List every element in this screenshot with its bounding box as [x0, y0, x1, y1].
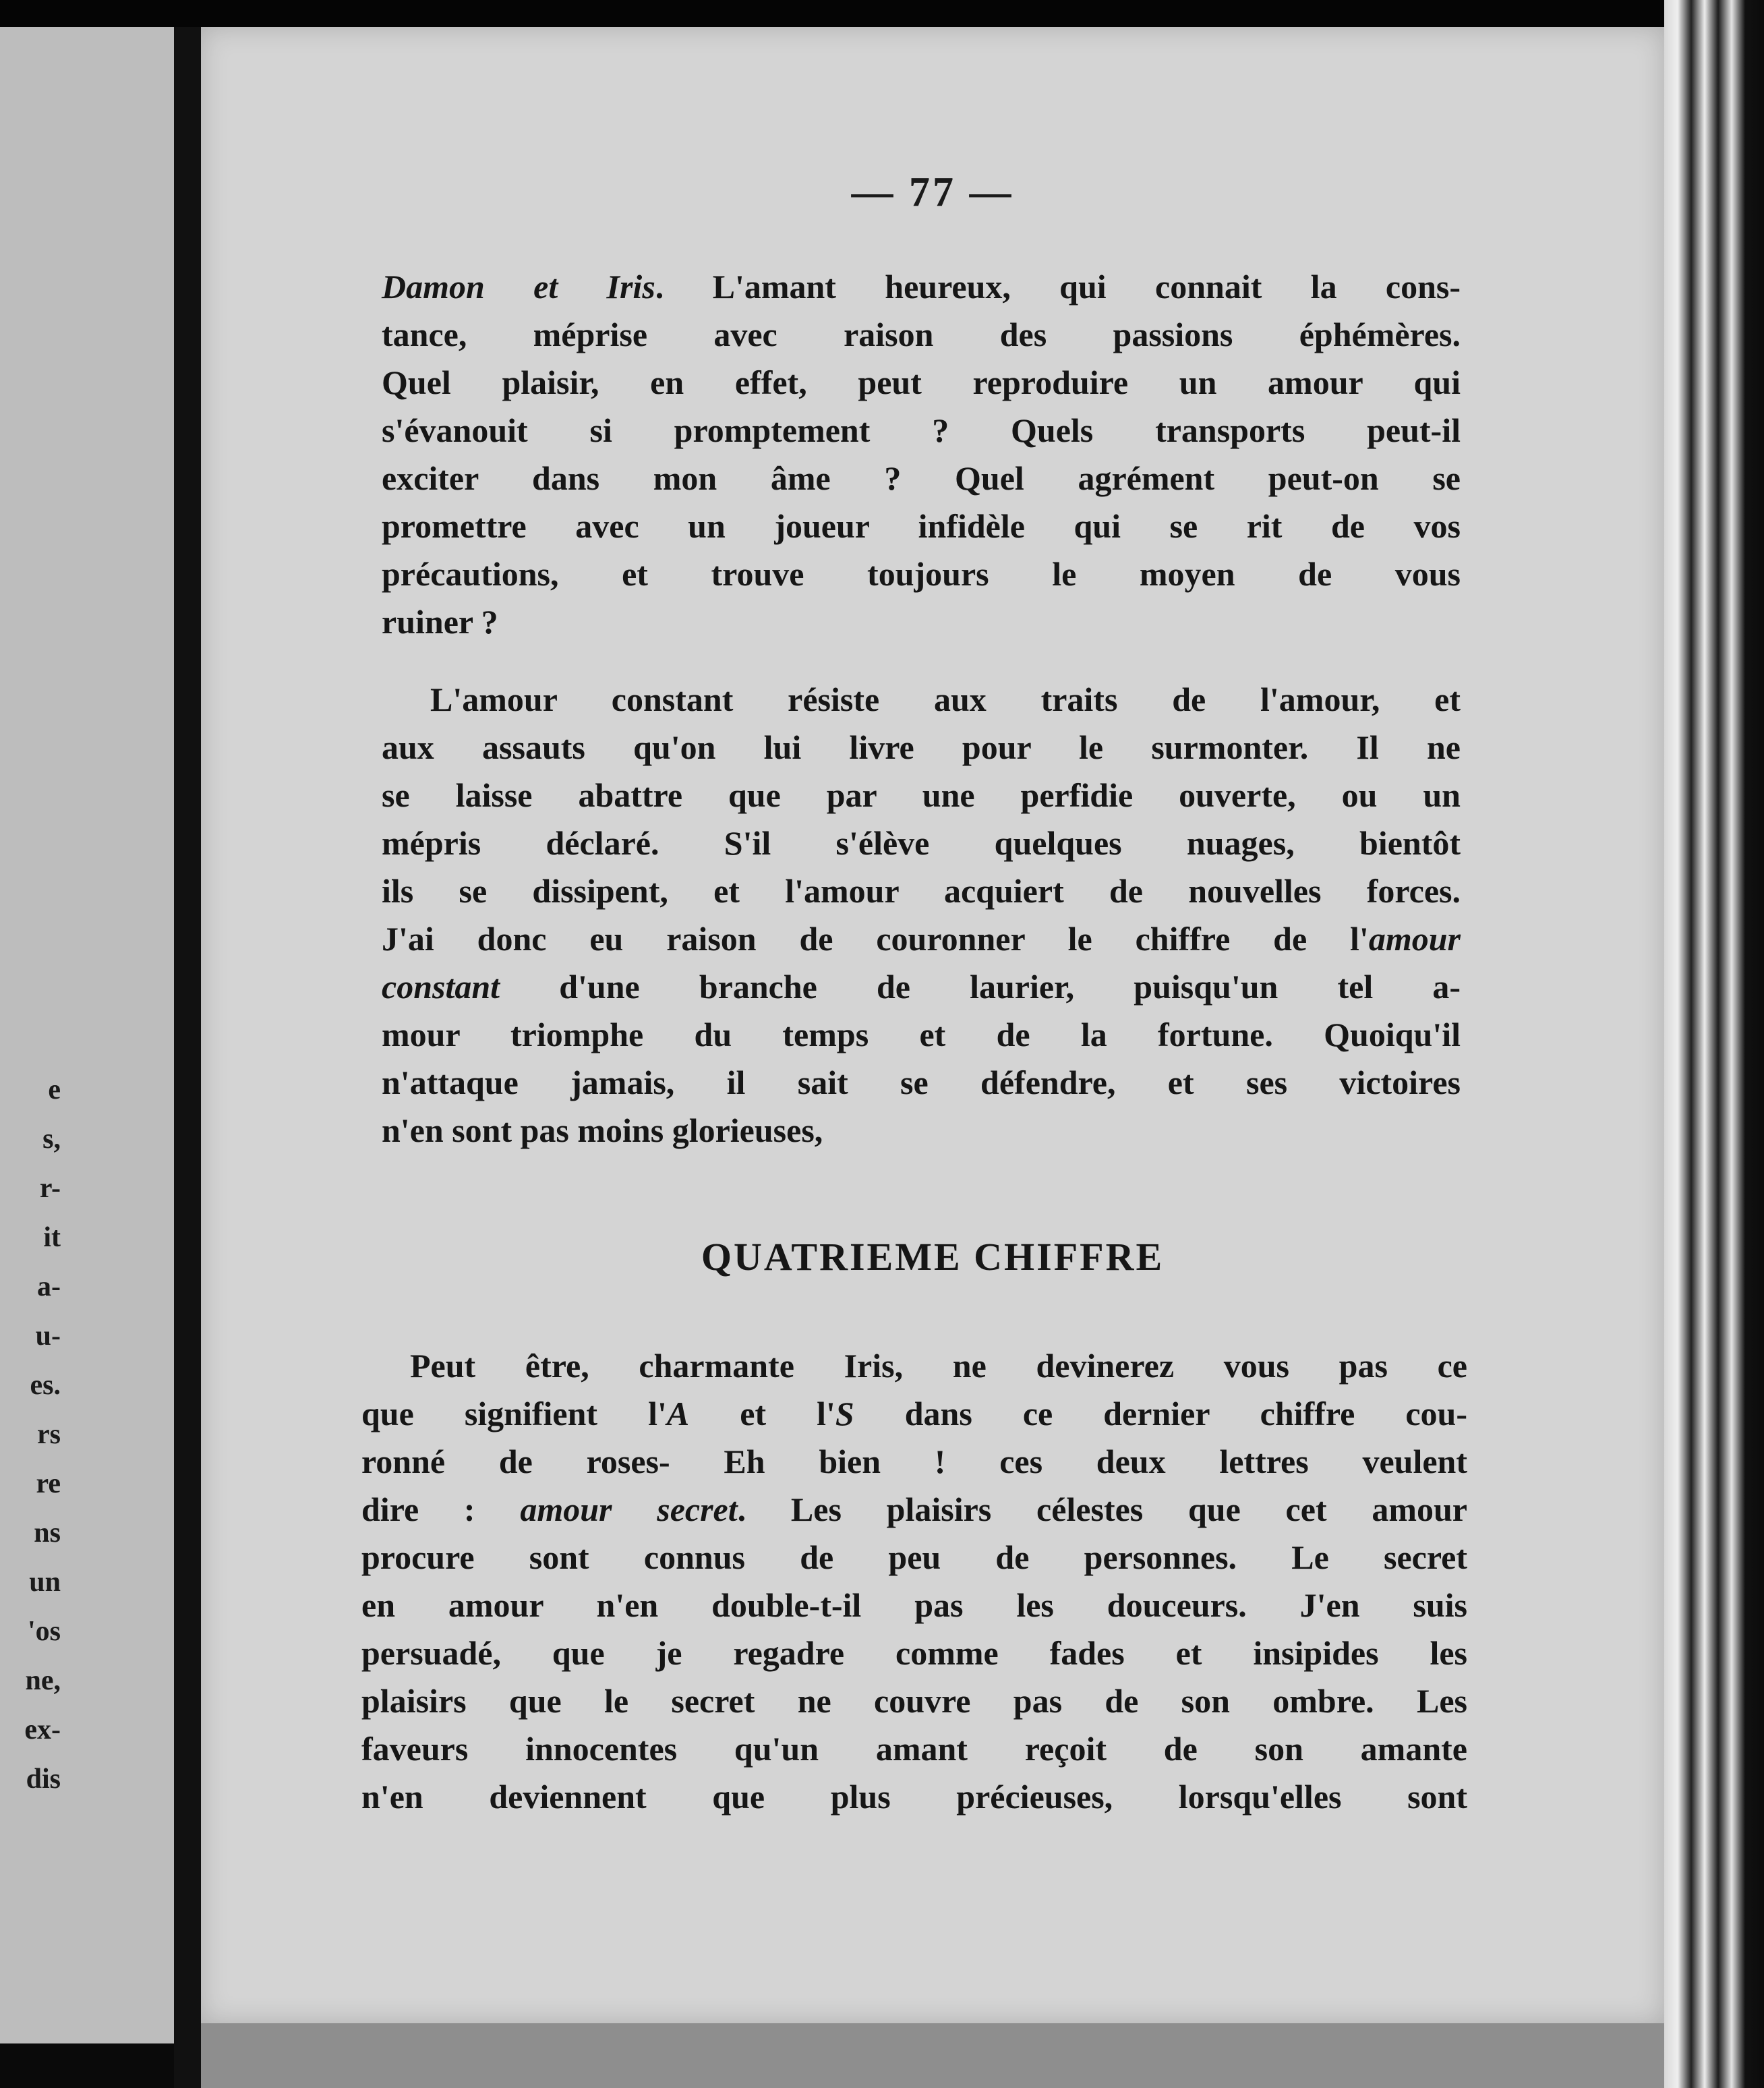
- text-line: [382, 263, 1461, 311]
- paragraph-quatrieme-chiffre: [361, 1342, 1467, 1821]
- previous-page-edge: [0, 27, 174, 2043]
- text-run: n'en deviennent que plus précieuses, lorsqu'elles sont: [361, 1778, 1467, 1816]
- text-run: mour triomphe du temps et de la fortune. Quoiqu'il: [382, 1016, 1461, 1053]
- text-line: [382, 550, 1461, 598]
- paragraph-amour-constant: [382, 676, 1461, 1155]
- text-line: [361, 1582, 1467, 1629]
- italic-text: Damon et Iris: [382, 268, 655, 306]
- text-run: . Les plaisirs célestes que cet amour: [737, 1490, 1467, 1528]
- text-line: [361, 1534, 1467, 1582]
- text-line: [382, 598, 1461, 646]
- text-run: et l': [689, 1395, 835, 1432]
- text-run: dire :: [361, 1490, 521, 1528]
- text-run: procure sont connus de peu de personnes. Le secret: [361, 1538, 1467, 1576]
- previous-page-fragment: s,: [42, 1124, 61, 1155]
- text-run: précautions, et trouve toujours le moyen de vous: [382, 555, 1461, 593]
- text-run: Quel plaisir, en effet, peut reproduire un amour qui: [382, 364, 1461, 401]
- text-line: [361, 1342, 1467, 1390]
- text-run: ils se dissipent, et l'amour acquiert de nouvelles forces.: [382, 872, 1461, 910]
- text-run: exciter dans mon âme ? Quel agrément peut-on se: [382, 459, 1461, 497]
- previous-page-fragment: ne,: [25, 1665, 61, 1696]
- text-run: s'évanouit si promptement ? Quels transports peut-il: [382, 411, 1461, 449]
- text-run: ronné de roses- Eh bien ! ces deux lettres veulent: [361, 1443, 1467, 1480]
- italic-text: A: [666, 1395, 690, 1432]
- text-line: [382, 502, 1461, 550]
- text-line: [382, 963, 1461, 1011]
- page-number: — 77 —: [851, 169, 1014, 215]
- text-line: [382, 724, 1461, 772]
- text-line: [382, 1059, 1461, 1107]
- text-run: se laisse abattre que par une perfidie ouverte, ou un: [382, 776, 1461, 814]
- text-line: [382, 819, 1461, 867]
- text-run: en amour n'en double-t-il pas les douceurs. J'en suis: [361, 1586, 1467, 1624]
- previous-page-fragment: ns: [34, 1517, 61, 1548]
- text-run: promettre avec un joueur infidèle qui se rit de vos: [382, 507, 1461, 545]
- text-line: [382, 455, 1461, 502]
- text-line: [361, 1486, 1467, 1534]
- page-stack-edge: [1664, 0, 1764, 2088]
- text-run: n'attaque jamais, il sait se défendre, et ses victoires: [382, 1064, 1461, 1101]
- italic-text: constant: [382, 968, 500, 1006]
- text-line: [382, 676, 1461, 724]
- text-line: [382, 1107, 1461, 1155]
- text-run: persuadé, que je regadre comme fades et insipides les: [361, 1634, 1467, 1672]
- text-run: aux assauts qu'on lui livre pour le surmonter. Il ne: [382, 728, 1461, 766]
- italic-text: amour: [1368, 920, 1461, 958]
- text-run: d'une branche de laurier, puisqu'un tel a-: [500, 968, 1461, 1006]
- section-heading: QUATRIEME CHIFFRE: [701, 1235, 1165, 1279]
- text-line: [382, 407, 1461, 455]
- page-bottom-margin: [201, 2023, 1664, 2088]
- italic-text: amour secret: [520, 1490, 738, 1528]
- previous-page-fragment: ex-: [24, 1714, 61, 1745]
- text-run: tance, méprise avec raison des passions éphémères.: [382, 316, 1461, 353]
- text-line: [382, 359, 1461, 407]
- text-run: n'en sont pas moins glorieuses,: [382, 1111, 823, 1149]
- previous-page-line-endings: [0, 1066, 61, 1804]
- previous-page-fragment: rs: [37, 1419, 61, 1450]
- scanner-frame-top: [0, 0, 1764, 27]
- book-gutter: [174, 27, 201, 2088]
- paragraph-damon-et-iris: [382, 263, 1461, 646]
- book-page: [201, 27, 1664, 2023]
- previous-page-fragment: u-: [35, 1321, 61, 1352]
- text-line: [361, 1390, 1467, 1438]
- text-line: [361, 1438, 1467, 1486]
- previous-page-fragment: r-: [39, 1173, 61, 1204]
- text-line: [361, 1629, 1467, 1677]
- italic-text: S: [835, 1395, 854, 1432]
- text-run: L'amour constant résiste aux traits de l'amour, et: [430, 680, 1461, 718]
- previous-page-fragment: it: [43, 1222, 61, 1253]
- text-run: que signifient l': [361, 1395, 667, 1432]
- text-line: [361, 1773, 1467, 1821]
- previous-page-fragment: dis: [26, 1764, 61, 1795]
- text-run: . L'amant heureux, qui connait la cons-: [655, 268, 1461, 306]
- text-run: Peut être, charmante Iris, ne devinerez vous pas ce: [410, 1347, 1467, 1385]
- text-line: [382, 311, 1461, 359]
- text-line: [382, 915, 1461, 963]
- text-run: faveurs innocentes qu'un amant reçoit de son amante: [361, 1730, 1467, 1768]
- text-line: [361, 1677, 1467, 1725]
- text-run: J'ai donc eu raison de couronner le chiffre de l': [382, 920, 1369, 958]
- previous-page-fragment: es.: [30, 1370, 61, 1401]
- text-run: plaisirs que le secret ne couvre pas de son ombre. Les: [361, 1682, 1467, 1720]
- text-run: dans ce dernier chiffre cou-: [854, 1395, 1467, 1432]
- previous-page-fragment: a-: [37, 1271, 61, 1302]
- text-line: [361, 1725, 1467, 1773]
- previous-page-fragment: un: [29, 1567, 61, 1598]
- text-line: [382, 1011, 1461, 1059]
- previous-page-fragment: 'os: [27, 1616, 61, 1647]
- previous-page-fragment: re: [36, 1468, 61, 1499]
- text-run: ruiner ?: [382, 603, 498, 641]
- previous-page-fragment: e: [48, 1074, 61, 1105]
- text-line: [382, 867, 1461, 915]
- text-line: [382, 772, 1461, 819]
- text-run: mépris déclaré. S'il s'élève quelques nuages, bientôt: [382, 824, 1461, 862]
